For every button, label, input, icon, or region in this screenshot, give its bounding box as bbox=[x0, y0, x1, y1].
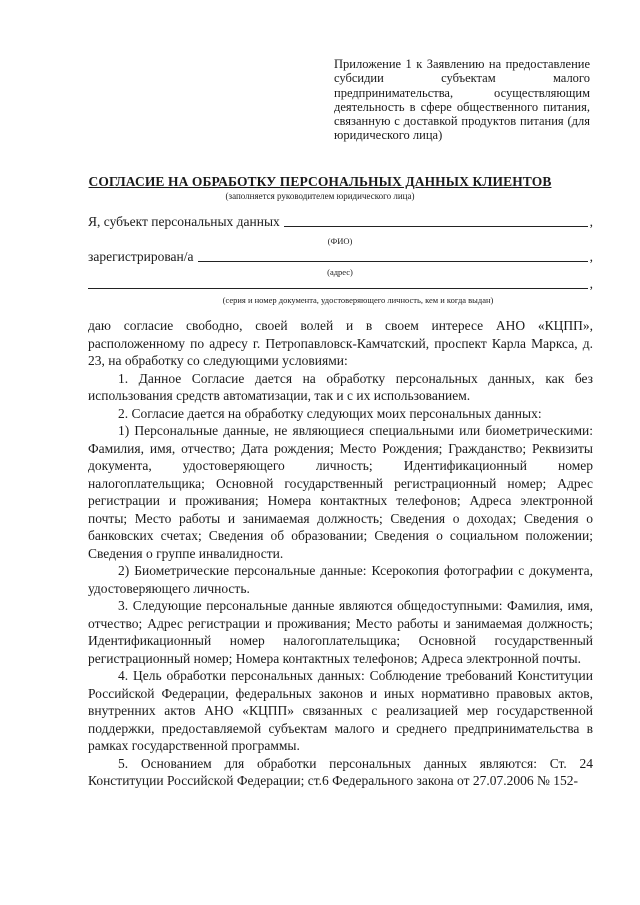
document-field-row bbox=[88, 276, 593, 292]
document-caption: (серия и номер документа, удостоверяющего личность, кем и когда выдан) bbox=[222, 295, 494, 305]
registered-label: зарегистрирован/а bbox=[88, 249, 194, 264]
document-blank-line[interactable] bbox=[88, 276, 588, 289]
address-blank-line[interactable] bbox=[198, 249, 588, 262]
fio-blank-line[interactable] bbox=[284, 214, 588, 227]
clause-2-2: 2) Биометрические персональные данные: Ксерокопия фотографии с документа, удостоверяющего личность. bbox=[88, 563, 593, 596]
consent-body bbox=[88, 317, 593, 790]
document-subtitle: (заполняется руководителем юридического лица) bbox=[225, 191, 415, 201]
document-title: СОГЛАСИЕ НА ОБРАБОТКУ ПЕРСОНАЛЬНЫХ ДАННЫХ КЛИЕНТОВ bbox=[88, 174, 552, 189]
address-caption: (адрес) bbox=[327, 267, 353, 277]
clause-3: 3. Следующие персональные данные являются общедоступными: Фамилия, имя, отчество; Адрес регистрации и проживания; Место работы и занимаемая должность; Идентификационный номер налогоплательщика; Основной государственный регистрационный номер; Номера контактных телефонов; Адреса электронной почты. bbox=[88, 598, 593, 666]
intro-paragraph: даю согласие свободно, своей волей и в своем интересе АНО «КЦПП», расположенному по адресу г. Петропавловск-Камчатский, проспект Карла Маркса, д. 23, на обработку со следующими условиями: bbox=[88, 318, 593, 368]
document-comma: , bbox=[589, 276, 593, 291]
fio-caption: (ФИО) bbox=[327, 236, 353, 246]
appendix-note: Приложение 1 к Заявлению на предоставление субсидии субъектам малого предпринимательства, осуществляющим деятельность в сфере общественного питания, связанную с доставкой продуктов питания (для юридического лица) bbox=[334, 57, 590, 143]
registered-field-row bbox=[88, 249, 593, 265]
clause-4: 4. Цель обработки персональных данных: Соблюдение требований Конституции Российской Федерации, федеральных законов и иных нормативно правовых актов, внутренних актов АНО «КЦПП» связанных с реализацией мер государственной поддержки, предоставляемой субъектам малого и среднего предпринимательства в рамках государственной программы. bbox=[88, 668, 593, 753]
fio-comma: , bbox=[589, 214, 593, 229]
clause-2: 2. Согласие дается на обработку следующих моих персональных данных: bbox=[118, 405, 542, 421]
subject-label: Я, субъект персональных данных bbox=[88, 214, 280, 229]
clause-5: 5. Основанием для обработки персональных данных являются: Ст. 24 Конституции Российской Федерации; ст.6 Федерального закона от 27.07.2006 № 152- bbox=[88, 755, 593, 788]
address-comma: , bbox=[589, 249, 593, 264]
subject-field-row bbox=[88, 214, 593, 230]
clause-2-1: 1) Персональные данные, не являющиеся специальными или биометрическими: Фамилия, имя, отчество; Дата рождения; Место Рождения; Гражданство; Реквизиты документа, удостоверяющего личность; Идентификационный номер налогоплательщика; Основной государственный регистрационный номер; Адрес регистрации и проживания; Номера контактных телефонов; Адреса электронной почты; Место работы и занимаемая должность; Сведения о доходах; Сведения о банковских счетах; Сведения об образовании; Сведения о социальном положении; Сведения о группе инвалидности. bbox=[88, 423, 593, 561]
clause-1: 1. Данное Согласие дается на обработку персональных данных, как без использования средств автоматизации, так и с их использованием. bbox=[88, 370, 593, 403]
